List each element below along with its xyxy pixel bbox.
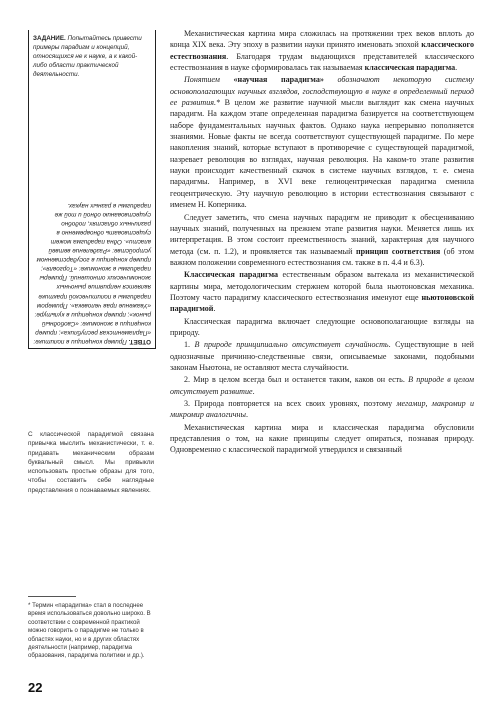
term-scientific-paradigm: «научная парадигма» bbox=[233, 75, 324, 85]
paragraph-classical-era: Механистическая картина мира сложилась на протяжении трех веков вплоть до конца XIX века. Эту эпоху в развитии науки принято именовать эпохой классического естествознания. Благодаря трудам выдающихся представителей классического естествознания в науке сформировалась так называемая классическая парадигма. bbox=[170, 29, 474, 73]
term-correspondence-principle: принцип соответствия bbox=[356, 246, 441, 256]
paragraph-correspondence: Следует заметить, что смена научных парадигм не приводит к обесцениванию научных знаний, полученных на прежнем этапе развития науки. Меняется лишь их интерпретация. В этом состоит преемственность знаний, характерная для научного метода (см. п. 1.2), и проявляется так называемый принцип соответствия (об этом важном положении современного естествознания см. также в п. 4.4 и 6.3). bbox=[170, 212, 474, 267]
paragraph-paradigm-definition: Понятием «научная парадигма» обозначают некоторую систему основополагающих научных взглядов, господствующую в науке в определенный период ее развития.* В целом же развитие научной мысли выглядит как смена научных парадигм. На каждом этапе определенная парадигма базируется на соответствующем наборе фундаментальных научных фактов. Однако наука непрерывно пополняется знаниями. Новые факты не всегда соответствуют существующей парадигме. По мере накопления знаний, которые вступают в противоречие с существующей парадигмой, назревает революция во взглядах, научная революция. На каком-то этапе развития науки происходит качественный скачок в системе научных взглядов, т. е. смена парадигмы. Например, в XVI веке гелиоцентрическая парадигма сменила геоцентрическую. Эту научную революцию в истории естествознания связывают с именем Н. Коперника. bbox=[170, 75, 475, 210]
assignment-box bbox=[28, 30, 156, 349]
main-text-column bbox=[170, 28, 474, 456]
term-classical-science: классического естествознания bbox=[170, 40, 474, 61]
term-newtonian-paradigm: ньютоновской парадигмой bbox=[170, 292, 474, 314]
paragraph-views-intro: Классическая парадигма включает следующие основополагающие взгляды на природу. bbox=[170, 316, 474, 337]
assignment-label: ЗАДАНИЕ. bbox=[33, 35, 66, 42]
footnote: * Термин «парадигма» стал в последнее время использоваться довольно широко. В соответствии с современной практикой можно говорить о парадигме не только в областях науки, но и в других областях деятельности (например, парадигма образования, парадигма политики и др.). bbox=[28, 602, 151, 660]
assignment-body: Попытайтесь привести примеры парадигм и концепций, относящихся не к науке, а к какой-либо области практической деятельности. bbox=[33, 35, 142, 79]
paragraph-newtonian: Классическая парадигма естественным образом вытекала из механистической картины мира, методологическим стержнем которой была ньютоновская механика. Поэтому часто парадигму классического естествознания именуют еще ньютоновской парадигмой. bbox=[170, 270, 475, 314]
page-number: 22 bbox=[28, 680, 43, 695]
assignment-text bbox=[33, 34, 151, 79]
term-classical-paradigm: классическая парадигма bbox=[364, 63, 456, 73]
list-item-1: 1. В природе принципиально отсутствует случайность. Существующие в ней однозначные причинно-следственные связи, описываемые законами, подобными законам Ньютона, не оставляют места случайности. bbox=[170, 340, 474, 372]
margin-note: С классической парадигмой связана привычка мыслить механистически, т. е. придавать механическим образам буквальный смысл. Мы привыкли использовать простые образы для того, чтобы составить себе наглядные представления о познаваемых явлениях. bbox=[28, 431, 154, 494]
answer-label: ОТВЕТ. bbox=[128, 338, 151, 345]
list-item-3: 3. Природа повторяется на всех своих уровнях, поэтому мегамир, макромир и микромир аналогичны. bbox=[170, 399, 474, 420]
answer-body: Пример концепции в политике: «Парламентская республика»; пример концепции в экономике: «Свободный рынок»; пример концепции в культуре: «Уважение прав человека». Примером парадигмы в политической практике является неприятие рыночных экономических отношений. Примеры парадигмы в экономике: «Торговля»; пример концепции в государственном устройстве: «Разделение ветвей власти». Одна парадигма может существовать одновременно в различных областях, подобно существованию одной и той же парадигмы в разных науках. bbox=[33, 201, 151, 345]
upside-down-answer bbox=[29, 134, 155, 346]
term-classical-paradigm-2: Классическая парадигма bbox=[184, 270, 279, 280]
list-item-2: 2. Мир в целом всегда был и останется таким, каков он есть. В природе в целом отсутствует развитие. bbox=[170, 375, 474, 396]
footnote-divider bbox=[28, 596, 76, 597]
paragraph-closing: Механистическая картина мира и классическая парадигма обусловили представления о том, на какие принципы следует опираться, познавая природу. Одновременно с классической парадигмой утвердился и связанный bbox=[170, 422, 474, 455]
